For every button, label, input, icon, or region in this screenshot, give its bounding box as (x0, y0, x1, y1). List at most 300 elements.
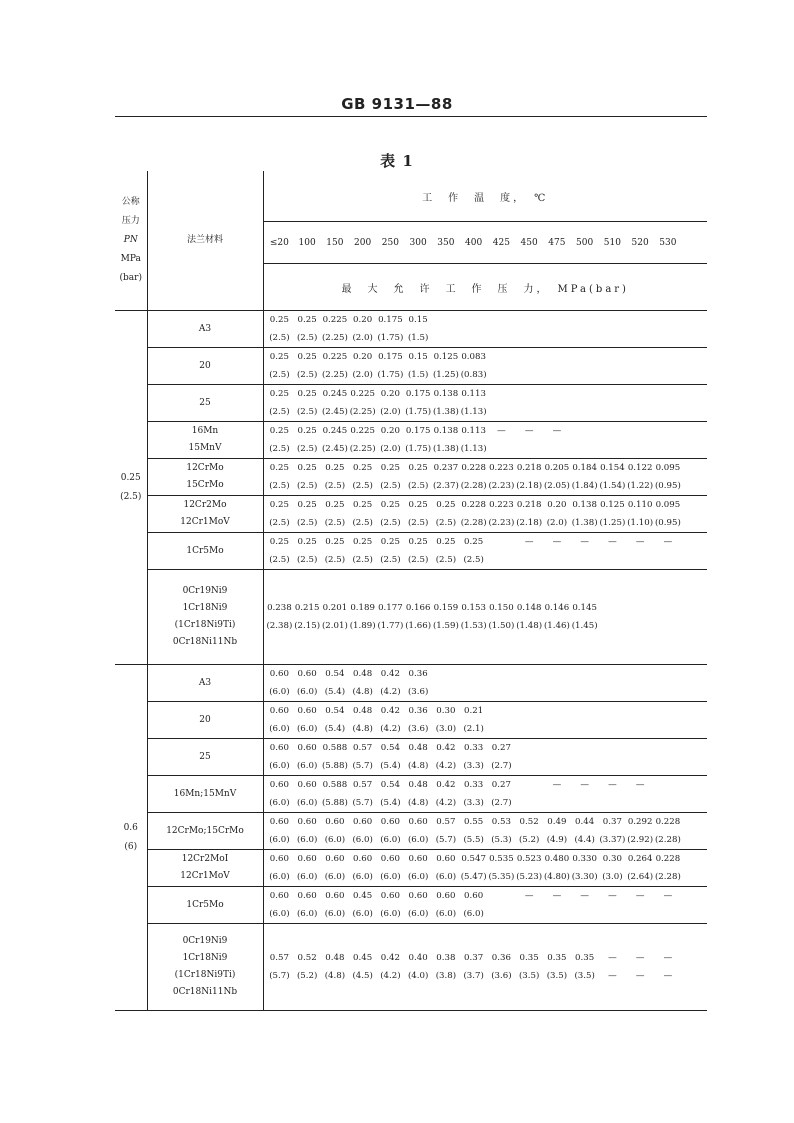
mpa-value: 0.330 (572, 854, 597, 864)
bar-value: (2.5) (296, 444, 318, 454)
material-name: 0Cr19Ni9 (182, 936, 228, 946)
mpa-value: 0.60 (408, 891, 428, 901)
pressure-values-cell (263, 496, 707, 533)
bar-value: (6.0) (435, 872, 457, 882)
bar-value: (5.88) (321, 798, 348, 808)
standard-number: GB 9131—88 (341, 95, 453, 113)
mpa-value: 0.42 (380, 953, 400, 963)
mpa-value: 0.27 (491, 743, 511, 753)
bar-value: (5.4) (324, 724, 346, 734)
bar-value: (6.0) (269, 909, 290, 919)
bar-values-line (264, 329, 708, 347)
temperature-header-cell: 250 (381, 237, 399, 248)
mpa-value: 0.53 (491, 817, 511, 827)
bar-value: (2.0) (380, 444, 401, 454)
material-name: 1Cr18Ni9 (182, 603, 228, 613)
mpa-value: 0.095 (655, 463, 681, 473)
bar-value: (2.28) (654, 872, 681, 882)
temperature-header-cell: 450 (520, 237, 538, 248)
mpa-values-line (264, 776, 708, 794)
material-name: 1Cr5Mo (186, 899, 224, 910)
bar-value: (2.5) (269, 518, 290, 528)
bar-value: (6.0) (352, 872, 373, 882)
material-name: 12Cr1MoV (180, 517, 230, 527)
bar-value: — (663, 971, 673, 981)
mpa-value: 0.60 (436, 854, 456, 864)
flange-material-cell (147, 665, 263, 702)
mpa-value: 0.25 (408, 537, 428, 547)
mpa-value: 0.60 (269, 817, 289, 827)
mpa-value: 0.225 (322, 315, 348, 325)
pressure-values-cell (263, 702, 707, 739)
temperature-header-cell: 475 (548, 237, 566, 248)
bar-value: (2.5) (269, 407, 290, 417)
bar-value: (2.5) (296, 481, 318, 491)
mpa-value: 0.60 (297, 891, 317, 901)
bar-value: (2.5) (269, 444, 290, 454)
mpa-value: 0.33 (464, 743, 484, 753)
mpa-value: — (497, 426, 506, 436)
bar-value: (2.23) (488, 481, 515, 491)
flange-material-cell (147, 739, 263, 776)
mpa-value: 0.25 (436, 537, 456, 547)
mpa-value: 0.42 (436, 780, 456, 790)
bar-value: (1.13) (460, 444, 487, 454)
nominal-pressure-cell (115, 311, 147, 665)
mpa-value: 0.25 (408, 500, 428, 510)
mpa-value: 0.30 (602, 854, 622, 864)
material-name: A3 (198, 677, 212, 688)
material-name: 20 (199, 714, 211, 725)
mpa-values-line (264, 665, 708, 683)
bar-value: (1.38) (571, 518, 598, 528)
bar-value: (1.75) (377, 370, 404, 380)
flange-material-cell (147, 533, 263, 570)
bar-value: (1.25) (599, 518, 626, 528)
mpa-value: 0.175 (378, 352, 403, 362)
nominal-pressure-value: 0.25 (120, 472, 141, 483)
mpa-value: 0.25 (297, 389, 317, 399)
mpa-value: — (635, 953, 645, 963)
flange-material-cell (147, 459, 263, 496)
bar-value: (4.2) (380, 971, 401, 981)
bar-value: (2.28) (460, 481, 487, 491)
temperature-header-cell: 400 (465, 237, 483, 248)
flange-material-cell (147, 496, 263, 533)
nominal-pressure-cell (115, 665, 147, 1011)
pressure-values-cell (263, 422, 707, 459)
mpa-value: 0.20 (380, 389, 400, 399)
mpa-value: 0.33 (464, 780, 484, 790)
mpa-value: 0.25 (380, 463, 400, 473)
bar-value: (3.30) (571, 872, 598, 882)
mpa-value: 0.60 (408, 854, 428, 864)
mpa-value: 0.52 (297, 953, 317, 963)
mpa-value: 0.57 (353, 743, 373, 753)
bar-value: (6.0) (407, 835, 429, 845)
bar-value: (6.0) (296, 724, 318, 734)
mpa-value: 0.60 (297, 854, 317, 864)
table-row (115, 702, 707, 739)
mpa-value: 0.60 (325, 817, 345, 827)
table-row (115, 385, 707, 422)
flange-material-cell (147, 924, 263, 1011)
mpa-value: 0.535 (489, 854, 514, 864)
bar-value: — (635, 971, 645, 981)
temperature-header-cell: 300 (409, 237, 427, 248)
bar-values-line (264, 366, 708, 384)
mpa-value: 0.138 (433, 389, 459, 399)
bar-value: (6.0) (380, 872, 401, 882)
mpa-values-line (264, 739, 708, 757)
bar-value: (1.45) (571, 621, 598, 631)
bar-value: (1.22) (627, 481, 654, 491)
bar-value: (2.37) (432, 481, 459, 491)
bar-values-line (264, 967, 708, 985)
mpa-value: 0.480 (544, 854, 570, 864)
bar-value: (2.5) (463, 555, 484, 565)
table-row (115, 739, 707, 776)
mpa-value: 0.125 (600, 500, 625, 510)
material-name: 0Cr18Ni11Nb (172, 637, 238, 647)
pn-label-line: MPa (120, 254, 141, 264)
mpa-value: 0.205 (544, 463, 570, 473)
mpa-value: — (608, 780, 617, 790)
bar-value: (5.7) (352, 798, 373, 808)
bar-value: (2.5) (352, 555, 373, 565)
temperature-header-cell: 100 (298, 237, 316, 248)
bar-value: (4.9) (546, 835, 568, 845)
pressure-values-cell (263, 570, 707, 665)
mpa-value: 0.25 (325, 537, 345, 547)
bar-value: (1.75) (377, 333, 404, 343)
bar-value: (1.5) (407, 333, 429, 343)
bar-value: (6.0) (296, 872, 318, 882)
table-row (115, 776, 707, 813)
mpa-value: 0.57 (436, 817, 456, 827)
mpa-value: 0.201 (322, 603, 348, 613)
mpa-value: 0.60 (353, 854, 373, 864)
mpa-value: 0.54 (325, 669, 345, 679)
mpa-value: 0.25 (269, 500, 289, 510)
bar-value: (6.0) (407, 909, 429, 919)
mpa-value: — (608, 891, 617, 901)
mpa-values-line (264, 496, 708, 514)
mpa-value: 0.54 (325, 706, 345, 716)
mpa-value: 0.218 (516, 463, 542, 473)
mpa-value: 0.60 (408, 817, 428, 827)
material-name: (1Cr18Ni9Ti) (174, 620, 236, 630)
mpa-value: 0.20 (547, 500, 567, 510)
bar-value: (5.47) (460, 872, 487, 882)
material-name: 15MnV (188, 443, 222, 453)
mpa-value: 0.25 (269, 352, 289, 362)
bar-value: (3.5) (574, 971, 595, 981)
mpa-value: — (635, 780, 645, 790)
mpa-value: 0.37 (464, 953, 484, 963)
mpa-value: — (608, 537, 617, 547)
mpa-value: 0.60 (269, 706, 289, 716)
bar-value: (4.80) (543, 872, 570, 882)
bar-value: (6.0) (296, 835, 318, 845)
table-row (115, 850, 707, 887)
mpa-value: 0.20 (380, 426, 400, 436)
bar-value: (3.3) (463, 798, 484, 808)
mpa-value: 0.083 (461, 352, 486, 362)
bar-value: (4.8) (352, 724, 373, 734)
bar-values-line (264, 440, 708, 458)
flange-material-cell (147, 311, 263, 348)
material-name: (1Cr18Ni9Ti) (174, 970, 236, 980)
bar-value: (2.5) (435, 518, 457, 528)
bar-value: (5.5) (463, 835, 484, 845)
bar-value: (2.5) (435, 555, 457, 565)
bar-value: (2.0) (380, 407, 401, 417)
mpa-value: 0.48 (408, 780, 428, 790)
bar-value: (6.0) (380, 909, 401, 919)
bar-value: (6.0) (435, 909, 457, 919)
mpa-value: 0.125 (433, 352, 459, 362)
bar-value: (0.95) (654, 518, 681, 528)
bar-value: (1.10) (627, 518, 654, 528)
pressure-values-cell (263, 348, 707, 385)
bar-value: (3.8) (435, 971, 457, 981)
mpa-value: 0.25 (297, 315, 317, 325)
bar-value: (3.6) (407, 724, 429, 734)
mpa-value: 0.15 (408, 352, 428, 362)
bar-value: (2.18) (516, 481, 543, 491)
mpa-value: — (524, 891, 534, 901)
flange-material-cell (147, 850, 263, 887)
nominal-pressure-value: (6) (124, 841, 138, 852)
mpa-value: — (552, 891, 562, 901)
mpa-value: 0.237 (433, 463, 459, 473)
mpa-value: 0.60 (297, 743, 317, 753)
mpa-value: 0.150 (489, 603, 514, 613)
flange-material-cell (147, 570, 263, 665)
mpa-value: 0.25 (297, 463, 317, 473)
bar-value: (2.18) (516, 518, 543, 528)
mpa-value: 0.36 (408, 669, 428, 679)
mpa-value: 0.60 (464, 891, 484, 901)
bar-value: (3.5) (546, 971, 568, 981)
bar-value: (2.5) (380, 555, 401, 565)
mpa-value: 0.218 (516, 500, 542, 510)
bar-value: (5.7) (435, 835, 457, 845)
material-name: 25 (199, 397, 211, 408)
bar-value: (3.3) (463, 761, 484, 771)
mpa-value: 0.60 (297, 706, 317, 716)
mpa-value: — (663, 953, 673, 963)
bar-value: (1.75) (405, 407, 432, 417)
temperature-header-cell: 150 (326, 237, 344, 248)
bar-value: (1.38) (432, 407, 459, 417)
bar-value: (6.0) (269, 687, 290, 697)
material-name: 12Cr2Mo (183, 500, 227, 510)
mpa-value: 0.148 (516, 603, 542, 613)
bar-value: (2.45) (321, 444, 348, 454)
bar-value: (2.5) (407, 555, 429, 565)
material-name: 15CrMo (186, 480, 224, 490)
mpa-value: 0.60 (380, 817, 400, 827)
pressure-values-cell (263, 739, 707, 776)
nominal-pressure-value: (2.5) (120, 491, 142, 502)
table-row (115, 887, 707, 924)
mpa-value: 0.54 (380, 780, 400, 790)
bar-value: (2.45) (321, 407, 348, 417)
mpa-value: 0.42 (380, 706, 400, 716)
bar-value: (6.0) (324, 909, 346, 919)
temperature-header-cell: 350 (437, 237, 455, 248)
mpa-value: 0.228 (655, 854, 681, 864)
bar-values-line (264, 905, 708, 923)
bar-value: (6.0) (269, 724, 290, 734)
mpa-value: 0.57 (269, 953, 289, 963)
mpa-value: 0.45 (353, 953, 373, 963)
mpa-value: 0.57 (353, 780, 373, 790)
mpa-value: 0.36 (408, 706, 428, 716)
bar-value: (1.77) (377, 621, 404, 631)
mpa-value: 0.35 (547, 953, 567, 963)
bar-value: (2.5) (296, 518, 318, 528)
bar-value: (6.0) (463, 909, 484, 919)
bar-values-line (264, 757, 708, 775)
bar-values-line (264, 551, 708, 569)
mpa-value: 0.228 (655, 817, 681, 827)
bar-value: (2.5) (296, 407, 318, 417)
mpa-value: 0.20 (353, 315, 373, 325)
mpa-value: 0.25 (297, 426, 317, 436)
mpa-value: 0.60 (269, 669, 289, 679)
bar-value: (6.0) (324, 835, 346, 845)
pressure-values-cell (263, 813, 707, 850)
bar-value: (4.4) (574, 835, 595, 845)
bar-value: (0.95) (654, 481, 681, 491)
bar-value: (4.8) (407, 761, 429, 771)
mpa-value: 0.223 (489, 500, 514, 510)
bar-value: (4.2) (435, 761, 457, 771)
mpa-value: 0.25 (380, 500, 400, 510)
mpa-value: 0.37 (602, 817, 622, 827)
mpa-value: 0.42 (380, 669, 400, 679)
bar-value: (1.54) (599, 481, 626, 491)
mpa-value: 0.60 (297, 780, 317, 790)
bar-value: (2.23) (488, 518, 515, 528)
mpa-value: 0.166 (405, 603, 431, 613)
mpa-value: 0.25 (353, 463, 373, 473)
bar-value: (6.0) (352, 835, 373, 845)
mpa-value: 0.52 (519, 817, 539, 827)
mpa-value: — (552, 426, 562, 436)
mpa-value: 0.54 (380, 743, 400, 753)
bar-value: (1.13) (460, 407, 487, 417)
mpa-value: — (580, 891, 589, 901)
flange-material-cell (147, 702, 263, 739)
table-row (115, 924, 707, 1011)
mpa-value: 0.153 (461, 603, 486, 613)
mpa-value: 0.49 (547, 817, 567, 827)
bar-value: (5.35) (488, 872, 515, 882)
flange-material-cell (147, 348, 263, 385)
header-max-working-pressure: 最 大 允 许 工 作 压 力， MPa(bar) (263, 264, 707, 311)
mpa-value: 0.547 (461, 854, 486, 864)
bar-value: (4.5) (352, 971, 373, 981)
bar-value: (2.64) (627, 872, 654, 882)
bar-value: (2.0) (352, 370, 373, 380)
mpa-value: 0.35 (575, 953, 595, 963)
mpa-value: — (524, 426, 534, 436)
bar-value: (2.5) (269, 481, 290, 491)
pressure-temperature-table (115, 171, 707, 1011)
bar-value: (4.2) (380, 724, 401, 734)
bar-value: (6.0) (269, 798, 290, 808)
mpa-value: 0.55 (464, 817, 484, 827)
table-title: 表 1 (380, 152, 414, 170)
bar-value: (2.5) (352, 481, 373, 491)
temperature-header-cell: 530 (659, 237, 677, 248)
header-rule (115, 116, 707, 117)
bar-value: (4.8) (407, 798, 429, 808)
mpa-value: 0.48 (325, 953, 345, 963)
bar-values-line (264, 794, 708, 812)
material-name: 12Cr1MoV (180, 871, 230, 881)
bar-value: (1.75) (405, 444, 432, 454)
mpa-value: — (524, 537, 534, 547)
bar-value: (2.28) (460, 518, 487, 528)
mpa-value: 0.60 (297, 817, 317, 827)
mpa-value: 0.38 (436, 953, 456, 963)
mpa-values-line (264, 887, 708, 905)
bar-value: (5.2) (518, 835, 540, 845)
mpa-values-line (264, 533, 708, 551)
bar-value: (4.8) (324, 971, 346, 981)
mpa-value: 0.60 (380, 891, 400, 901)
mpa-value: 0.36 (491, 953, 511, 963)
bar-value: (2.28) (654, 835, 681, 845)
temperature-header-cell: 500 (576, 237, 594, 248)
material-name: A3 (198, 323, 212, 334)
bar-value: (4.2) (380, 687, 401, 697)
bar-value: (3.0) (602, 872, 623, 882)
pressure-values-cell (263, 887, 707, 924)
table-row (115, 348, 707, 385)
mpa-value: 0.60 (380, 854, 400, 864)
bar-value: (2.5) (380, 518, 401, 528)
mpa-value: 0.60 (325, 891, 345, 901)
bar-value: (2.5) (324, 481, 346, 491)
mpa-value: — (552, 537, 562, 547)
bar-value: (1.53) (460, 621, 487, 631)
bar-value: (2.5) (269, 370, 290, 380)
mpa-value: 0.110 (627, 500, 653, 510)
flange-material-cell (147, 887, 263, 924)
bar-value: (3.5) (518, 971, 540, 981)
bar-value: (2.25) (349, 444, 376, 454)
bar-values-line (264, 477, 708, 495)
mpa-values-line (264, 599, 708, 617)
bar-value: (1.46) (543, 621, 570, 631)
mpa-value: — (552, 780, 562, 790)
bar-value: (1.25) (432, 370, 459, 380)
mpa-value: 0.44 (575, 817, 595, 827)
mpa-value: 0.48 (353, 706, 373, 716)
mpa-value: 0.60 (353, 817, 373, 827)
mpa-value: 0.21 (464, 706, 484, 716)
material-name: 16Mn (191, 426, 219, 436)
mpa-value: 0.25 (269, 463, 289, 473)
bar-value: (2.25) (321, 370, 348, 380)
bar-value: — (608, 971, 617, 981)
